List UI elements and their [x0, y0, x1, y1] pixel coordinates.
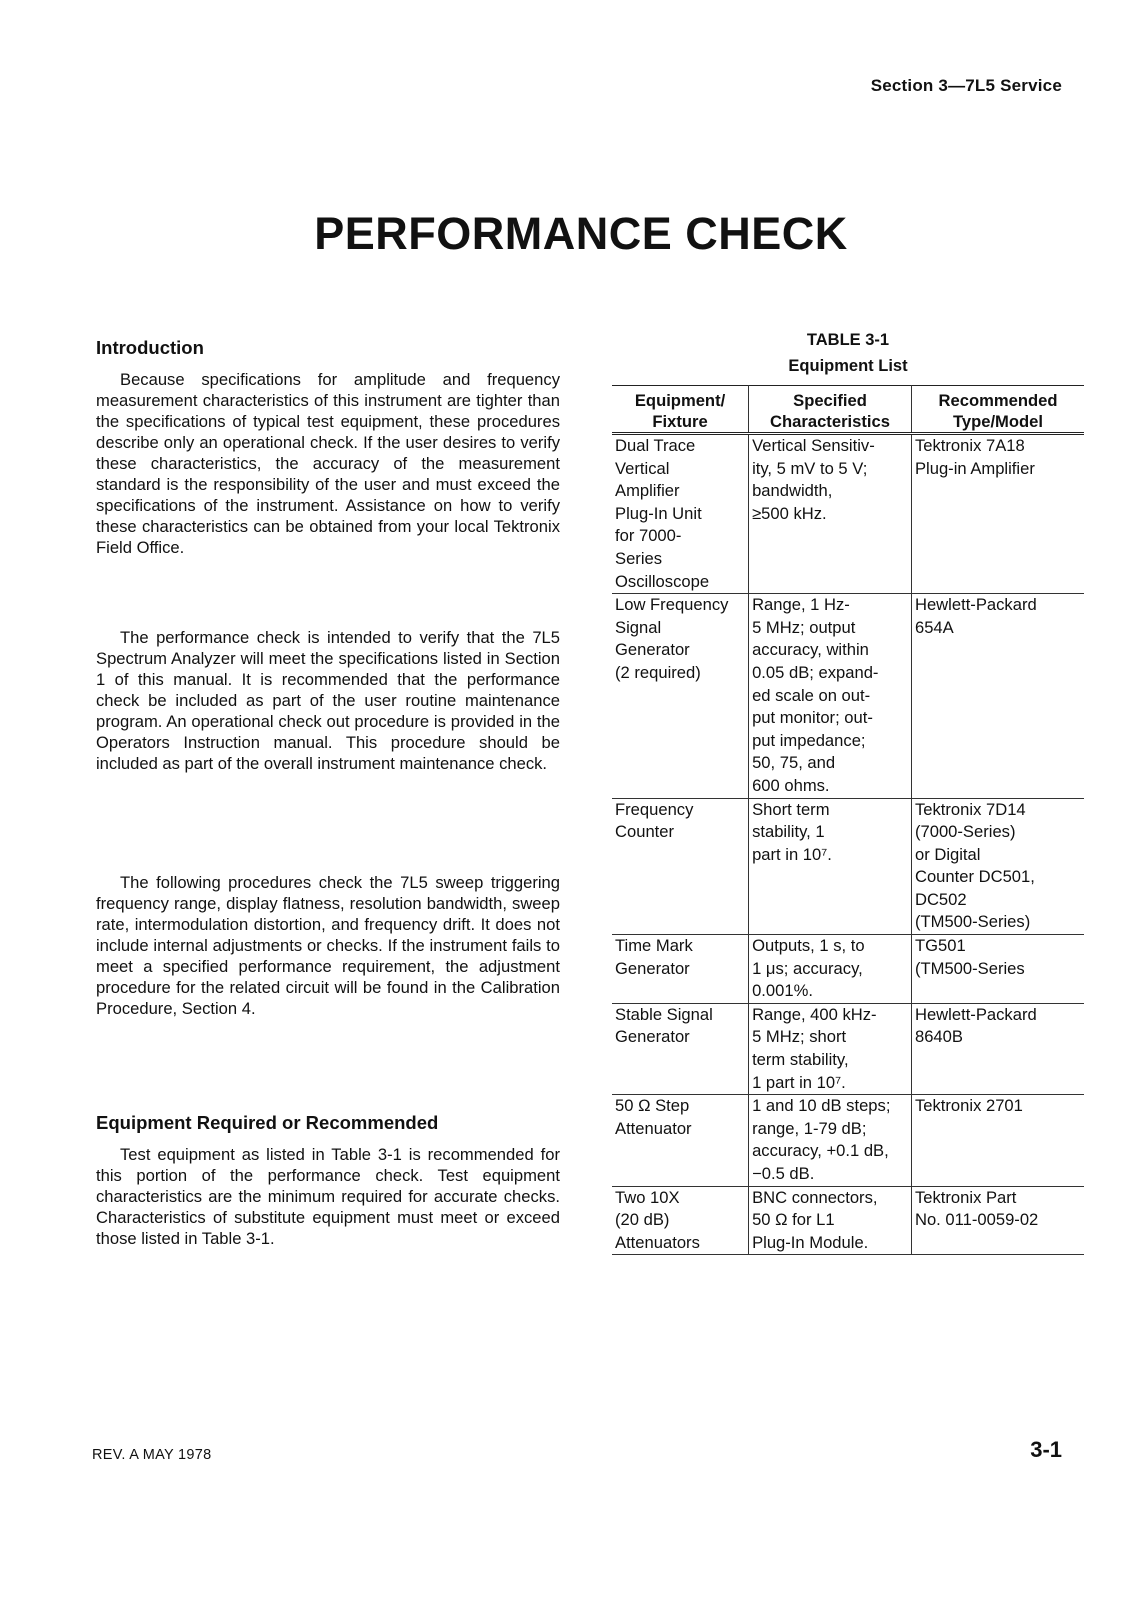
table-cell-characteristics: 1 and 10 dB steps; range, 1-79 dB; accuracy, +0.1 dB, −0.5 dB. [749, 1095, 912, 1186]
table-cell-equipment: Dual Trace Vertical Amplifier Plug-In Unit for 7000- Series Oscilloscope [612, 434, 749, 594]
table-row [612, 798, 1084, 935]
equipment-table [612, 385, 1084, 1255]
revision-date: REV. A MAY 1978 [92, 1447, 212, 1463]
table-cell-model: Tektronix Part No. 011-0059-02 [911, 1186, 1084, 1255]
table-cell-equipment: Two 10X (20 dB) Attenuators [612, 1186, 749, 1255]
table-cell-model: Tektronix 7D14 (7000-Series) or Digital Counter DC501, DC502 (TM500-Series) [911, 798, 1084, 935]
table-row [612, 1186, 1084, 1255]
table-cell-model: Tektronix 7A18 Plug-in Amplifier [911, 434, 1084, 594]
table-row [612, 594, 1084, 798]
equipment-paragraph: Test equipment as listed in Table 3-1 is recommended for this portion of the performance check. Test equipment characteristics are the minimum required for accurate checks. Characteristics of substitute equipment must meet or exceed those listed in Table 3-1. [96, 1145, 560, 1248]
table-cell-characteristics: Range, 400 kHz- 5 MHz; short term stability, 1 part in 10⁷. [749, 1003, 912, 1094]
procedures-paragraph: The following procedures check the 7L5 sweep triggering frequency range, display flatness, resolution bandwidth, sweep rate, intermodulation distortion, and frequency drift. It does not include internal adjustments or checks. If the instrument fails to meet a specified performance requirement, the adjustment procedure for the related circuit will be found in the Calibration Procedure, Section 4. [96, 873, 560, 1018]
introduction-heading: Introduction [96, 337, 204, 358]
header-characteristics: Specified Characteristics [749, 386, 912, 434]
table-cell-equipment: Stable Signal Generator [612, 1003, 749, 1094]
table-row [612, 1003, 1084, 1094]
header-equipment: Equipment/ Fixture [612, 386, 749, 434]
introduction-paragraph: Because specifications for amplitude and frequency measurement characteristics of this instrument are tighter than the specifications of typical test equipment, these procedures describe only an operational check. If the user desires to verify these characteristics, the accuracy of the measurement standard is the responsibility of the user and must exceed the specifications of the instrument. Assistance on how to verify these characteristics can be obtained from your local Tektronix Field Office. [96, 370, 560, 557]
table-cell-equipment: Low Frequency Signal Generator (2 required) [612, 594, 749, 798]
table-cell-model: Tektronix 2701 [911, 1095, 1084, 1186]
table-cell-characteristics: Outputs, 1 s, to 1 μs; accuracy, 0.001%. [749, 935, 912, 1004]
table-cell-characteristics: BNC connectors, 50 Ω for L1 Plug-In Module. [749, 1186, 912, 1255]
table-cell-equipment: 50 Ω Step Attenuator [612, 1095, 749, 1186]
table-row [612, 935, 1084, 1004]
page-title: PERFORMANCE CHECK [314, 208, 848, 259]
performance-check-paragraph: The performance check is intended to verify that the 7L5 Spectrum Analyzer will meet the specifications listed in Section 1 of this manual. It is recommended that the performance check be included as part of the user routine maintenance program. An operational check out procedure is provided in the Operators Instruction manual. This procedure should be included as part of the overall instrument maintenance check. [96, 628, 560, 773]
table-cell-equipment: Frequency Counter [612, 798, 749, 935]
table-cell-model: Hewlett-Packard 654A [911, 594, 1084, 798]
table-name: Equipment List [788, 357, 908, 375]
section-header: Section 3—7L5 Service [870, 76, 1062, 95]
header-type-model: Recommended Type/Model [911, 386, 1084, 434]
table-cell-equipment: Time Mark Generator [612, 935, 749, 1004]
table-header-row [612, 386, 1084, 434]
equipment-heading: Equipment Required or Recommended [96, 1112, 439, 1133]
table-cell-model: Hewlett-Packard 8640B [911, 1003, 1084, 1094]
table-row [612, 1095, 1084, 1186]
table-cell-model: TG501 (TM500-Series [911, 935, 1084, 1004]
table-cell-characteristics: Short term stability, 1 part in 10⁷. [749, 798, 912, 935]
page-number: 3-1 [1030, 1437, 1062, 1462]
table-number: TABLE 3-1 [806, 331, 890, 349]
table-cell-characteristics: Vertical Sensitiv- ity, 5 mV to 5 V; bandwidth, ≥500 kHz. [749, 434, 912, 594]
table-row [612, 434, 1084, 594]
table-cell-characteristics: Range, 1 Hz- 5 MHz; output accuracy, within 0.05 dB; expand- ed scale on out- put monitor; out- put impedance; 50, 75, and 600 ohms. [749, 594, 912, 798]
